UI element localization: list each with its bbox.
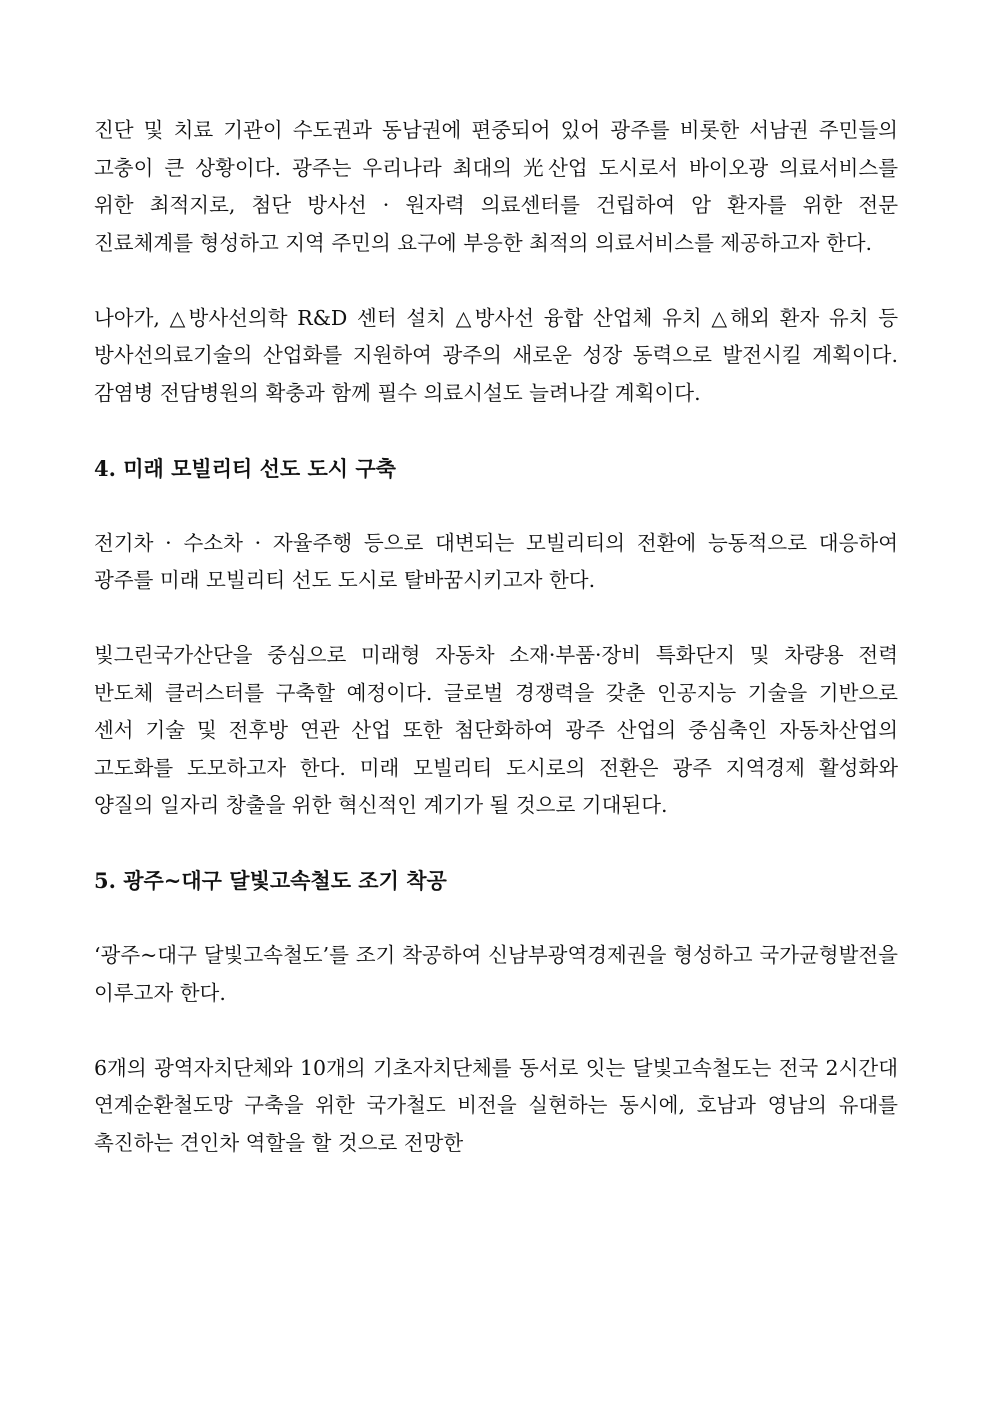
paragraph-mobility-intro: 전기차 · 수소차 · 자율주행 등으로 대변되는 모빌리티의 전환에 능동적으로 대응하여 광주를 미래 모빌리티 선도 도시로 탈바꿈시키고자 한다. <box>94 530 898 592</box>
document-page <box>94 112 898 1162</box>
section-heading-mobility: 4. 미래 모빌리티 선도 도시 구축 <box>94 455 396 481</box>
paragraph-gap <box>94 600 898 638</box>
paragraph-gap <box>94 487 898 525</box>
paragraph-radiation-center: 진단 및 치료 기관이 수도권과 동남권에 편중되어 있어 광주를 비롯한 서남권 주민들의 고충이 큰 상황이다. 광주는 우리나라 최대의 光산업 도시로서 바이오광 의료서비스를 위한 최적지로, 첨단 방사선 · 원자력 의료센터를 건립하여 암 환자를 위한 전문 진료체계를 형성하고 지역 주민의 요구에 부응한 최적의 의료서비스를 제공하고자 한다. <box>94 118 898 255</box>
paragraph-railway-detail: 6개의 광역자치단체와 10개의 기초자치단체를 동서로 잇는 달빛고속철도는 전국 2시간대 연계순환철도망 구축을 위한 국가철도 비전을 실현하는 동시에, 호남과 영남의 유대를 촉진하는 견인차 역할을 할 것으로 전망한 <box>94 1055 898 1155</box>
paragraph-gap <box>94 412 898 450</box>
paragraph-gap <box>94 262 898 300</box>
paragraph-gap <box>94 1012 898 1050</box>
paragraph-gap <box>94 900 898 938</box>
paragraph-mobility-detail: 빛그린국가산단을 중심으로 미래형 자동차 소재·부품·장비 특화단지 및 차량용 전력 반도체 클러스터를 구축할 예정이다. 글로벌 경쟁력을 갖춘 인공지능 기술을 기반으로 센서 기술 및 전후방 연관 산업 또한 첨단화하여 광주 산업의 중심축인 자동차산업의 고도화를 도모하고자 한다. 미래 모빌리티 도시로의 전환은 광주 지역경제 활성화와 양질의 일자리 창출을 위한 혁신적인 계기가 될 것으로 기대된다. <box>94 643 898 817</box>
paragraph-railway-intro: ‘광주~대구 달빛고속철도’를 조기 착공하여 신남부광역경제권을 형성하고 국가균형발전을 이루고자 한다. <box>94 943 898 1005</box>
paragraph-gap <box>94 825 898 863</box>
section-heading-railway: 5. 광주~대구 달빛고속철도 조기 착공 <box>94 868 447 893</box>
paragraph-radiation-rnd: 나아가, △방사선의학 R&D 센터 설치 △방사선 융합 산업체 유치 △해외 환자 유치 등 방사선의료기술의 산업화를 지원하여 광주의 새로운 성장 동력으로 발전시킬 계획이다. 감염병 전담병원의 확충과 함께 필수 의료시설도 늘려나갈 계획이다. <box>94 305 898 405</box>
